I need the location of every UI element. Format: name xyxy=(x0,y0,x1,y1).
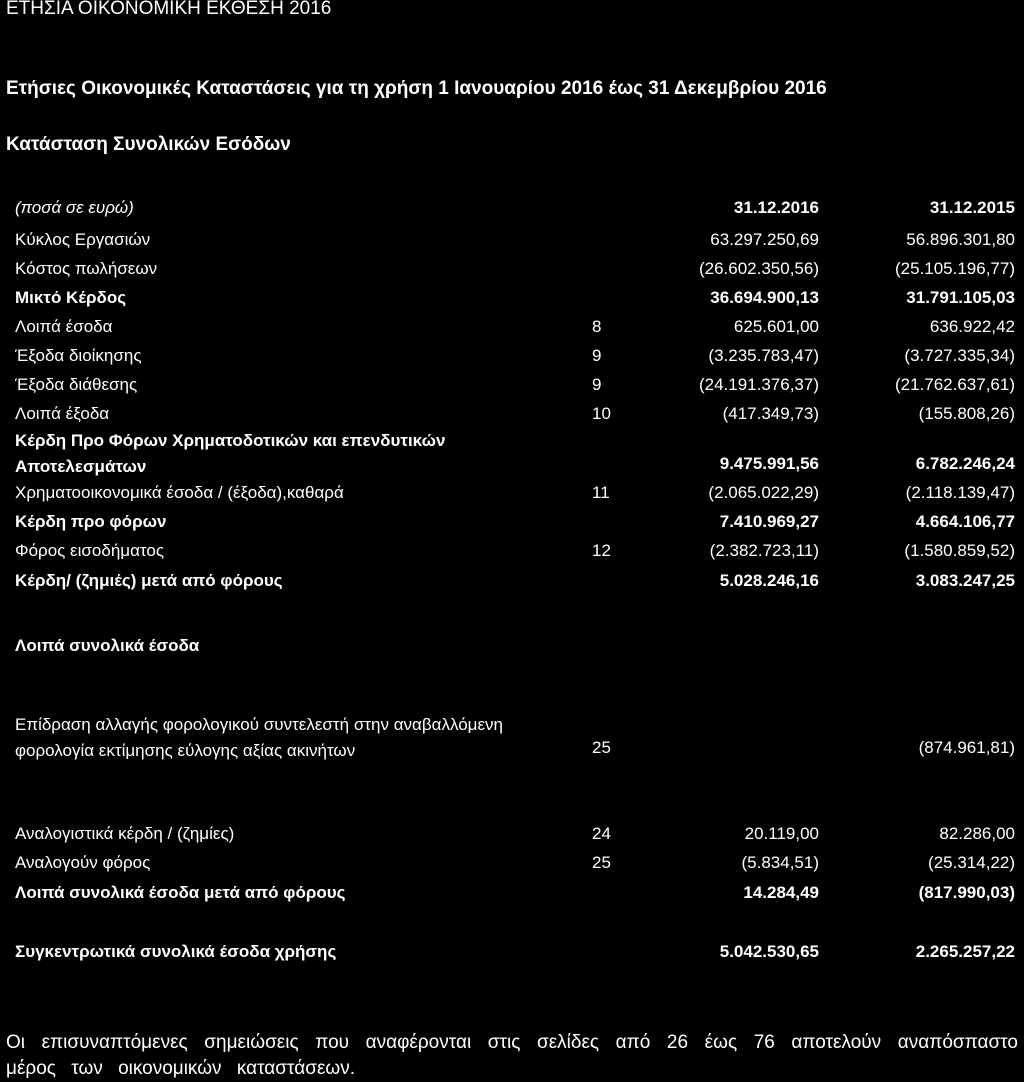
row-value-2016: (2.065.022,29) xyxy=(708,483,819,502)
table-row xyxy=(0,259,1024,285)
row-value-2015: (155.808,26) xyxy=(918,404,1015,423)
table-row-gross-profit xyxy=(0,288,1024,314)
row-value-2015: 31.791.105,03 xyxy=(906,288,1015,307)
row-note: 12 xyxy=(592,541,611,560)
row-label: Αναλογούν φόρος xyxy=(15,853,151,872)
period-title: Ετήσιες Οικονομικές Καταστάσεις για τη χρήση 1 Ιανουαρίου 2016 έως 31 Δεκεμβρίου 2016 xyxy=(6,78,827,99)
row-note: 8 xyxy=(592,317,602,336)
row-value-2015: (1.580.859,52) xyxy=(904,541,1015,560)
row-label: Συγκεντρωτικά συνολικά έσοδα χρήσης xyxy=(15,942,337,961)
row-note: 25 xyxy=(592,853,611,872)
row-note: 10 xyxy=(592,404,611,423)
row-label: Φόρος εισοδήματος xyxy=(15,541,165,560)
row-note: 9 xyxy=(592,375,602,394)
row-note: 9 xyxy=(592,346,602,365)
oci-section-title-row xyxy=(0,636,1024,662)
row-value-2015: 3.083.247,25 xyxy=(915,571,1015,590)
row-value-2016: (3.235.783,47) xyxy=(708,346,819,365)
row-value-2016: (26.602.350,56) xyxy=(698,259,819,278)
row-value-2016: (24.191.376,37) xyxy=(698,375,819,394)
row-note: 24 xyxy=(592,824,611,843)
row-value-2016: 625.601,00 xyxy=(733,317,819,336)
table-row-profit-before-tax xyxy=(0,512,1024,538)
row-note: 11 xyxy=(592,483,610,502)
row-value-2016: 9.475.991,56 xyxy=(719,454,819,473)
row-value-2015: (25.314,22) xyxy=(928,853,1015,872)
table-row xyxy=(0,346,1024,372)
table-row xyxy=(0,317,1024,343)
row-label: Έξοδα διάθεσης xyxy=(15,375,138,394)
row-value-2016: (5.834,51) xyxy=(741,853,819,872)
table-row xyxy=(0,541,1024,567)
row-label: Έξοδα διοίκησης xyxy=(15,346,142,365)
row-value-2015: 6.782.246,24 xyxy=(915,454,1015,473)
footer-notes-text: Οι επισυναπτόμενες σημειώσεις που αναφέρονται στις σελίδες από 26 έως 76 αποτελούν αναπόσπαστο μέρος των οικονομικών καταστάσεων. xyxy=(6,1032,1018,1079)
row-value-2015: 636.922,42 xyxy=(929,317,1015,336)
row-label: Μικτό Κέρδος xyxy=(15,288,127,307)
row-value-2015: (25.105.196,77) xyxy=(894,259,1015,278)
row-value-2016: 5.042.530,65 xyxy=(719,942,819,961)
table-row xyxy=(0,483,1024,509)
table-row-oci-after-tax xyxy=(0,883,1024,909)
row-label: Κύκλος Εργασιών xyxy=(15,230,151,249)
column-header-row xyxy=(0,198,1024,224)
row-label: Κέρδη προ φόρων xyxy=(15,512,167,531)
row-value-2016: 5.028.246,16 xyxy=(719,571,819,590)
table-row xyxy=(0,404,1024,430)
table-row-oci xyxy=(0,712,1024,764)
row-value-2016: 20.119,00 xyxy=(744,824,819,843)
row-value-2015: (874.961,81) xyxy=(918,738,1015,757)
amounts-unit-label: (ποσά σε ευρώ) xyxy=(15,198,134,217)
row-value-2015: (817.990,03) xyxy=(918,883,1015,902)
row-value-2016: (2.382.723,11) xyxy=(709,541,819,560)
table-row xyxy=(0,230,1024,256)
row-value-2015: 2.265.257,22 xyxy=(915,942,1015,961)
column-2016-header: 31.12.2016 xyxy=(733,198,819,217)
table-row xyxy=(0,375,1024,401)
row-label: Κέρδη Προ Φόρων Χρηματοδοτικών και επενδυτικών Αποτελεσμάτων xyxy=(15,431,446,476)
row-value-2016: 36.694.900,13 xyxy=(710,288,819,307)
row-value-2016: 7.410.969,27 xyxy=(719,512,819,531)
row-label: Λοιπά έσοδα xyxy=(15,317,113,336)
row-value-2015: (21.762.637,61) xyxy=(894,375,1015,394)
statement-title: Κατάσταση Συνολικών Εσόδων xyxy=(6,134,291,155)
table-row-ebit xyxy=(0,428,1024,480)
table-row-total-comprehensive-income xyxy=(0,942,1024,968)
oci-section-title: Λοιπά συνολικά έσοδα xyxy=(15,636,200,655)
row-value-2015: 82.286,00 xyxy=(939,824,1015,843)
row-label: Λοιπά έξοδα xyxy=(15,404,110,423)
report-header-title: ΕΤΗΣΙΑ ΟΙΚΟΝΟΜΙΚΗ ΕΚΘΕΣΗ 2016 xyxy=(6,0,332,19)
table-row-oci xyxy=(0,853,1024,879)
row-label: Χρηματοοικονομικά έσοδα / (έξοδα),καθαρά xyxy=(15,483,344,502)
row-label: Λοιπά συνολικά έσοδα μετά από φόρους xyxy=(15,883,346,902)
row-value-2015: 56.896.301,80 xyxy=(906,230,1015,249)
row-value-2016: (417.349,73) xyxy=(722,404,819,423)
row-label: Κέρδη/ (ζημιές) μετά από φόρους xyxy=(15,571,283,590)
table-row-profit-after-tax xyxy=(0,571,1024,597)
row-value-2015: (3.727.335,34) xyxy=(904,346,1015,365)
column-2015-header: 31.12.2015 xyxy=(929,198,1015,217)
table-row-oci xyxy=(0,824,1024,850)
row-label: Αναλογιστικά κέρδη / (ζημίες) xyxy=(15,824,235,843)
row-value-2015: (2.118.139,47) xyxy=(905,483,1015,502)
row-value-2016: 63.297.250,69 xyxy=(710,230,819,249)
row-value-2015: 4.664.106,77 xyxy=(915,512,1015,531)
row-value-2016: 14.284,49 xyxy=(743,883,819,902)
row-label: Κόστος πωλήσεων xyxy=(15,259,158,278)
row-label: Επίδραση αλλαγής φορολογικού συντελεστή στην αναβαλλόμενη φορολογία εκτίμησης εύλογης αξίας ακινήτων xyxy=(15,715,503,760)
row-note: 25 xyxy=(592,738,611,757)
